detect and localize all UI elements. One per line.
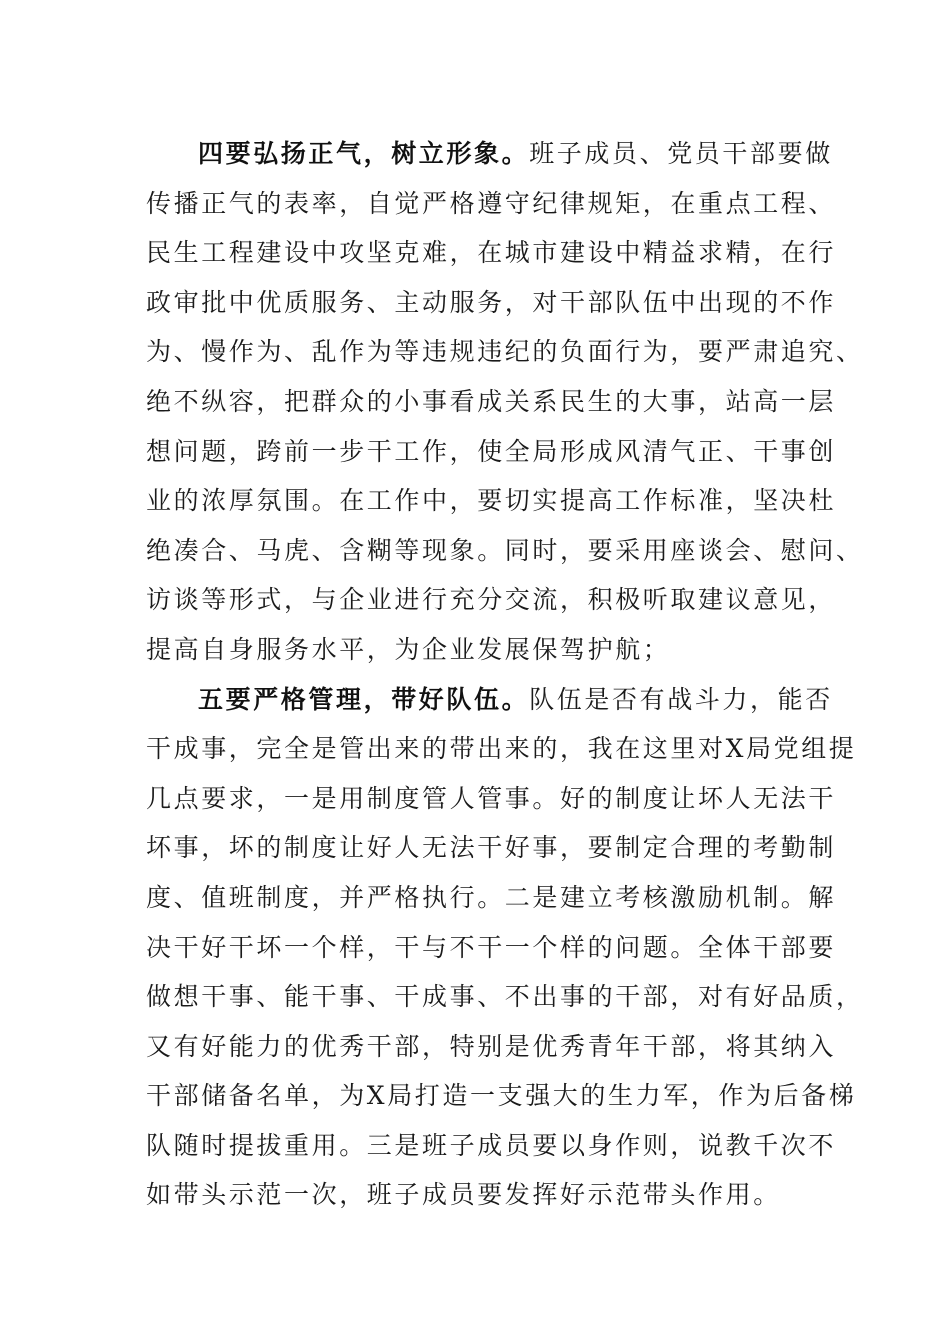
paragraph-5-line-2: 干成事，完全是管出来的带出来的，我在这里对X局党组提: [146, 734, 857, 764]
paragraph-5-line-11: 如带头示范一次，班子成员要发挥好示范带头作用。: [146, 1180, 781, 1210]
paragraph-5-line-5: 度、值班制度，并严格执行。二是建立考核激励机制。解: [146, 882, 837, 912]
document-body: [146, 129, 864, 1220]
paragraph-4-line-6: 绝不纵容，把群众的小事看成关系民生的大事，站高一层: [146, 386, 837, 416]
paragraph-5-line-10: 队随时提拔重用。三是班子成员要以身作则，说教千次不: [146, 1130, 837, 1160]
paragraph-5-line-4: 坏事，坏的制度让好人无法干好事，要制定合理的考勤制: [146, 833, 837, 863]
paragraph-5-line-1: [146, 675, 833, 725]
paragraph-4-line-1: [146, 129, 833, 179]
paragraph-4-line-11: 提高自身服务水平，为企业发展保驾护航；: [146, 634, 671, 664]
paragraph-5-line-7: 做想干事、能干事、干成事、不出事的干部，对有好品质，: [146, 982, 864, 1012]
paragraph-4-line-4: 政审批中优质服务、主动服务，对干部队伍中出现的不作: [146, 287, 837, 317]
paragraph-4-line-9: 绝凑合、马虎、含糊等现象。同时，要采用座谈会、慰问、: [146, 535, 864, 565]
paragraph-5-heading: 五要严格管理，带好队伍。: [198, 684, 530, 714]
paragraph-4-heading: 四要弘扬正气，树立形象。: [198, 139, 530, 168]
paragraph-4-line-2: 传播正气的表率，自觉严格遵守纪律规矩，在重点工程、: [146, 188, 837, 218]
paragraph-4-line-7: 想问题，跨前一步干工作，使全局形成风清气正、干事创: [146, 436, 837, 466]
paragraph-5-line-1-text: 队伍是否有战斗力，能否: [529, 684, 833, 714]
paragraph-4-line-3: 民生工程建设中攻坚克难，在城市建设中精益求精，在行: [146, 238, 837, 268]
paragraph-4-line-1-text: 班子成员、党员干部要做: [529, 139, 833, 168]
paragraph-4-line-10: 访谈等形式，与企业进行充分交流，积极听取建议意见，: [146, 585, 837, 615]
paragraph-5-line-6: 决干好干坏一个样，干与不干一个样的问题。全体干部要: [146, 932, 837, 962]
paragraph-5: [146, 675, 864, 1221]
paragraph-4: [146, 129, 864, 675]
paragraph-5-line-3: 几点要求，一是用制度管人管事。好的制度让坏人无法干: [146, 783, 837, 813]
paragraph-4-line-5: 为、慢作为、乱作为等违规违纪的负面行为，要严肃追究、: [146, 337, 864, 367]
paragraph-4-line-8: 业的浓厚氛围。在工作中，要切实提高工作标准，坚决杜: [146, 486, 837, 516]
paragraph-5-line-8: 又有好能力的优秀干部，特别是优秀青年干部，将其纳入: [146, 1031, 837, 1061]
paragraph-5-line-9: 干部储备名单，为X局打造一支强大的生力军，作为后备梯: [146, 1081, 857, 1111]
